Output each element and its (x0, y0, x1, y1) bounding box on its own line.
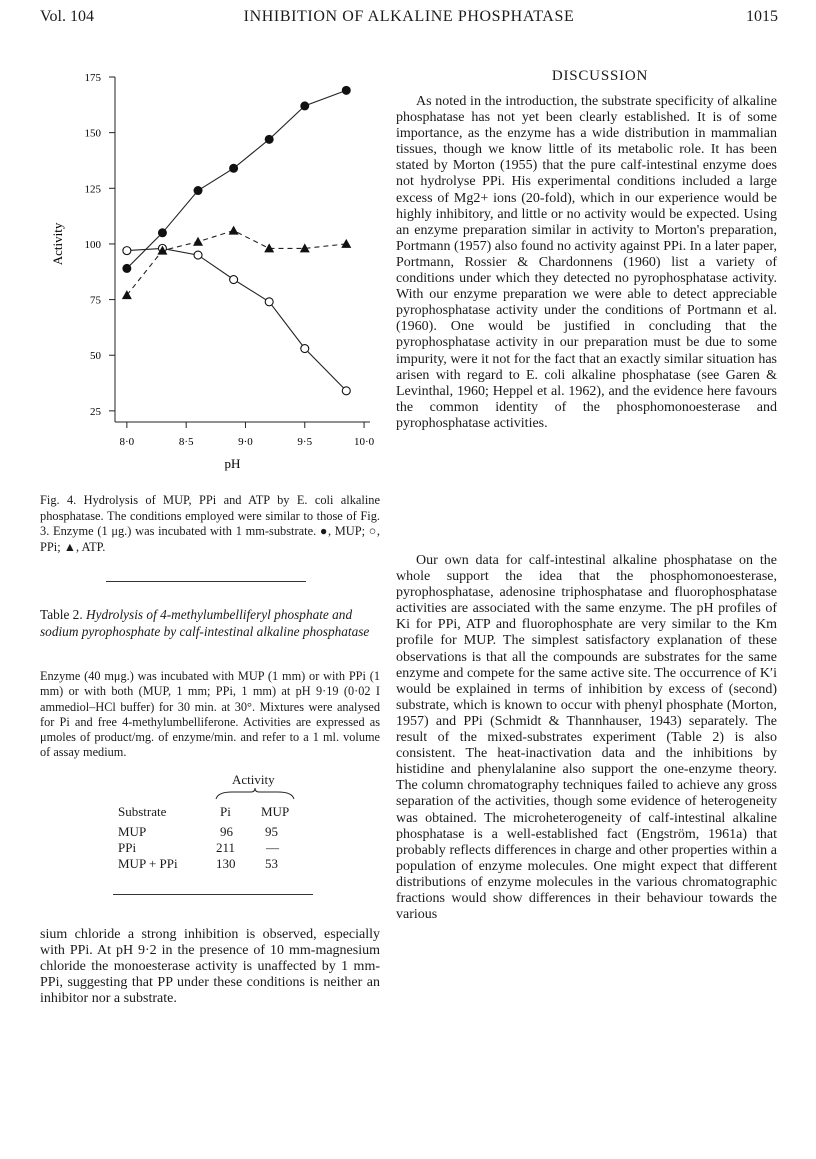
data-point-atp (229, 226, 239, 235)
data-point-mup (194, 187, 202, 195)
table-title (40, 607, 380, 640)
column-header-substrate: Substrate (118, 804, 167, 819)
figure-4-chart (40, 62, 380, 471)
x-tick-label: 9·5 (297, 436, 313, 448)
x-tick-label: 8·5 (178, 436, 194, 448)
chart-series-lines (127, 90, 346, 390)
data-point-ppi (230, 276, 238, 284)
series-line-ppi (127, 248, 346, 390)
chart-axes (50, 72, 375, 471)
cell-mup: 95 (265, 824, 278, 839)
cell-pi: 211 (216, 840, 236, 855)
y-tick-label: 175 (84, 72, 101, 84)
data-point-mup (230, 164, 238, 172)
cell-pi: 130 (216, 856, 236, 871)
data-point-atp (193, 237, 203, 246)
table-title-text: Hydrolysis of 4-methylumbelliferyl phosphate and sodium pyrophosphate by calf-intestinal alkaline phosphatase (40, 607, 370, 639)
cell-mup: — (266, 840, 279, 855)
table-description: Enzyme (40 mμg.) was incubated with MUP (1 mm) or with PPi (1 mm) or with both (MUP, 1 mm; PPi, 1 mm) at pH 9·19 (0·02 I ammediol–HCl buffer) for 30 min. at 30°. Mixtures were analysed for Pi and free 4-methylumbelliferone. Activities are expressed as μmoles of product/mg. of enzyme/min. and refer to a 1 ml. volume of assay medium. (40, 669, 380, 760)
x-tick-label: 8·0 (119, 436, 135, 448)
y-tick-label: 50 (90, 350, 101, 363)
cell-pi: 96 (220, 824, 233, 839)
data-point-ppi (265, 298, 273, 306)
cell-substrate: MUP + PPi (118, 856, 178, 871)
data-point-mup (265, 135, 273, 143)
y-axis-label: Activity (50, 222, 65, 266)
body-paragraph: sium chloride a strong inhibition is observed, especially with PPi. At pH 9·2 in the presence of 10 mm-magnesium chloride the monoesterase activity is unaffected by 1 mm-PPi, suggesting that PP under these conditions is neither an inhibitor nor a substrate. (40, 927, 380, 1007)
data-point-ppi (194, 251, 202, 259)
cell-mup: 53 (265, 856, 278, 871)
table-group-brace (214, 787, 296, 801)
y-tick-label: 75 (90, 294, 101, 307)
series-line-atp (127, 231, 346, 296)
figure-caption: Fig. 4. Hydrolysis of MUP, PPi and ATP by E. coli alkaline phosphatase. The conditions employed were similar to those of Fig. 3. Enzyme (1 μg.) was incubated with 1 mm-substrate. ●, MUP; ○, PPi; ▲, ATP. (40, 493, 380, 554)
column-header-pi: Pi (220, 804, 231, 819)
data-point-mup (158, 229, 166, 237)
running-title: INHIBITION OF ALKALINE PHOSPHATASE (243, 8, 575, 25)
volume-number: Vol. 104 (40, 8, 94, 25)
series-line-mup (127, 90, 346, 268)
section-divider (106, 581, 306, 582)
table-2 (118, 772, 308, 880)
data-point-mup (342, 86, 350, 94)
table-label: Table 2. (40, 607, 83, 622)
x-tick-label: 9·0 (238, 436, 253, 448)
table-group-header: Activity (232, 772, 275, 787)
data-point-atp (341, 239, 351, 248)
section-heading: DISCUSSION (551, 68, 649, 84)
section-divider (113, 894, 313, 895)
data-point-ppi (301, 345, 309, 353)
y-tick-label: 100 (84, 238, 101, 251)
body-paragraph: As noted in the introduction, the substrate specificity of alkaline phosphatase has not yet been clearly established. It is of some importance, as the enzyme has a wide distribution in mammalian tissues, though we know little of its metabolic role. It has been stated by Morton (1955) that the pure calf-intestinal enzyme does not hydrolyse PPi. His experimental conditions included a large excess of Mg2+ ions (20-fold), which in our experience would be highly inhibitory, and little or no activity would be expected. Using an enzyme preparation similar in activity to Morton's preparation, Portmann (1957) also found no activity against PPi. In a later paper, Portmann, Rossier & Chardonnens (1960) list a variety of conditions under which they detected no pyrophosphatase activity. With our enzyme preparation we were able to detect appreciable pyrophosphatase activity under the conditions of Portmann et al. (1960). One would be justified in concluding that the pyrophosphatase activity in our preparation must be due to some impurity, were it not for the fact that an exactly similar situation has arisen with regard to E. coli alkaline phosphatase (see Garen & Levinthal, 1960; Heppel et al. 1962), and the evidence here favours the common identity of the phosphomonoesterase and pyrophosphatase activities. (396, 94, 777, 431)
data-point-mup (301, 102, 309, 110)
y-tick-label: 25 (90, 405, 101, 418)
body-paragraph: Our own data for calf-intestinal alkaline phosphatase on the whole support the idea that the phosphomonoesterase, pyrophosphatase, adenosine triphosphatase and fluorophosphatase activities are associated with the same enzyme. The pH profiles of Ki for PPi, ATP and fluorophosphate are very similar to the Km profile for MUP. The simplest satisfactory explanation of these observations is that all the compounds are substrates for the same enzyme and compete for the same active site. The occurrence of K′i would be explained in terms of inhibition by excess of (second) substrate, which is known to occur with phenyl phosphate (Morton, 1957) and PPi (Schmidt & Thannhauser, 1943) separately. The result of the mixed-substrates experiment (Table 2) is also consistent. The heat-inactivation data and the inhibitions by histidine and phenylalanine also support the one-enzyme theory. The column chromatography techniques failed to achieve any gross separation of the activities, though some evidence of heterogeneity was obtained. The microheterogeneity of calf-intestinal alkaline phosphatase is a well-established fact (Engström, 1961a) that probably reflects differences in charge and other properties within a population of enzyme molecules. One might expect that different distributions of enzyme molecules in the various chromatographic fractions would show differences in their behaviour towards the various (396, 553, 777, 923)
data-point-ppi (123, 247, 131, 255)
x-axis-label: pH (224, 456, 241, 471)
cell-substrate: MUP (118, 824, 147, 839)
running-header (40, 4, 778, 30)
page-number: 1015 (746, 8, 778, 25)
x-tick-label: 10·0 (353, 436, 375, 448)
y-tick-label: 150 (84, 127, 101, 140)
chart-markers (122, 86, 351, 394)
cell-substrate: PPi (118, 840, 137, 855)
column-header-mup: MUP (261, 804, 290, 819)
data-point-mup (123, 264, 131, 272)
y-tick-label: 125 (84, 183, 101, 196)
data-point-ppi (342, 387, 350, 395)
